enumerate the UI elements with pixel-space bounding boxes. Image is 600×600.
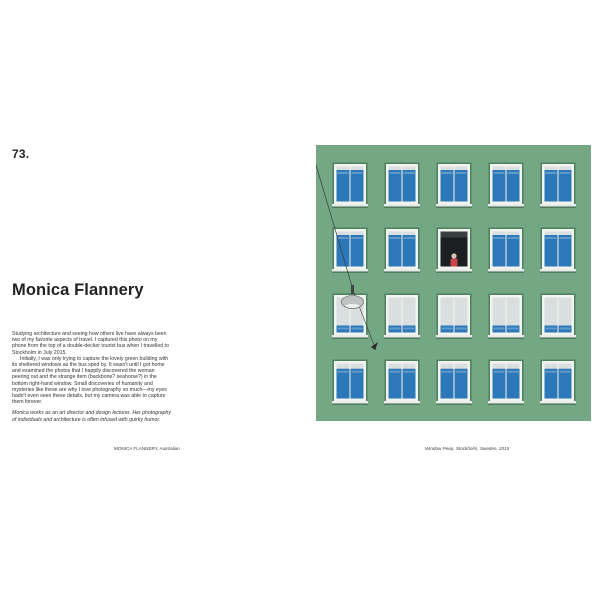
glass-reflection (338, 237, 349, 239)
window-glass (337, 232, 350, 267)
window-mullion (506, 167, 507, 202)
story-text (12, 331, 172, 423)
story-paragraph-1: Studying architecture and seeing how others live have always been two of my favorite aspects of travel. I captured this photo on my phone from the top of a double-decker tourist bus when I travelled to Stockholm in July 2015. (12, 331, 169, 356)
window-mullion (558, 298, 559, 333)
window-glass (351, 232, 364, 267)
sill-shadow (436, 338, 472, 339)
window-blind (559, 364, 572, 369)
lamp-stem (351, 285, 354, 294)
window-blind (441, 167, 454, 171)
window-blind (403, 298, 416, 326)
glass-reflection (546, 328, 557, 330)
window-sill (384, 204, 420, 207)
window-sill (540, 335, 576, 338)
bio-note: Monica works as an art director and design lecturer. Her photography of individuals and architecture is often infused with quirky humor. (12, 410, 171, 423)
sill-shadow (384, 272, 420, 273)
window-blind (389, 298, 402, 326)
glass-reflection (390, 328, 401, 330)
sill-shadow (488, 338, 524, 339)
glass-reflection (560, 328, 571, 330)
sill-shadow (436, 272, 472, 273)
glass-reflection (338, 371, 349, 373)
window-sill (436, 269, 472, 272)
window-sill (436, 204, 472, 207)
glass-reflection (390, 172, 401, 174)
sill-shadow (540, 404, 576, 405)
window-blind (337, 232, 350, 236)
window-blind (545, 167, 558, 171)
window-sill (332, 204, 368, 207)
window-glass (337, 167, 350, 202)
window-mullion (350, 167, 351, 202)
window-mullion (454, 167, 455, 202)
window-sill (488, 401, 524, 404)
glass-reflection (546, 371, 557, 373)
glass-reflection (442, 371, 453, 373)
woman-top (451, 259, 458, 267)
sill-shadow (540, 272, 576, 273)
glass-reflection (442, 172, 453, 174)
window-glass (403, 232, 416, 267)
window-blind (493, 232, 506, 236)
sill-shadow (332, 272, 368, 273)
glass-reflection (560, 172, 571, 174)
window-glass (493, 232, 506, 267)
glass-reflection (546, 172, 557, 174)
glass-reflection (546, 237, 557, 239)
sill-shadow (384, 338, 420, 339)
window-blind (389, 232, 402, 236)
window-sill (384, 269, 420, 272)
story-paragraph-2: Initially, I was only trying to capture the lovely green building with its sheltered windows as the bus sped by. It wasn't until I got home and examined the photos that I happily discovered the woman peering out and the strange item (backbone? seahorse?) in the bottom right-hand window. Small discoveries of humanity and mysteries like these are why I love photography so much—my eyes hadn't even seen these details, but my camera was able to capture them forever. (12, 355, 169, 406)
window-glass (389, 232, 402, 267)
window-sill (332, 269, 368, 272)
glass-reflection (494, 328, 505, 330)
page-number: 73. (12, 147, 30, 161)
sill-shadow (332, 338, 368, 339)
photo-caption: Window Peep, Stockholm, Sweden, 2015 (425, 446, 510, 451)
window-blind (441, 364, 454, 369)
sill-shadow (384, 404, 420, 405)
sill-shadow (384, 207, 420, 208)
window-blind (389, 364, 402, 369)
glass-reflection (508, 237, 519, 239)
glass-reflection (338, 328, 349, 330)
glass-reflection (560, 237, 571, 239)
window-blind (337, 364, 350, 369)
window-sill (488, 204, 524, 207)
window-sill (540, 401, 576, 404)
window-sill (384, 335, 420, 338)
window-blind (351, 232, 364, 236)
window-blind (351, 167, 364, 171)
sill-shadow (540, 207, 576, 208)
window-glass (545, 167, 558, 202)
window-glass (559, 232, 572, 267)
glass-reflection (456, 371, 467, 373)
window-glass (493, 167, 506, 202)
window-glass (559, 167, 572, 202)
window-blind (455, 364, 468, 369)
glass-reflection (352, 328, 363, 330)
window-blind (507, 364, 520, 369)
glass-reflection (508, 371, 519, 373)
window-glass (403, 167, 416, 202)
window-blind (507, 298, 520, 326)
window-blind (559, 167, 572, 171)
glass-reflection (404, 328, 415, 330)
glass-reflection (404, 172, 415, 174)
window-mullion (506, 232, 507, 267)
glass-reflection (390, 237, 401, 239)
window-sill (436, 401, 472, 404)
window-blind (351, 364, 364, 369)
window-sill (540, 269, 576, 272)
window-blind (389, 167, 402, 171)
sill-shadow (436, 404, 472, 405)
window-blind (403, 232, 416, 236)
window-blind (337, 167, 350, 171)
glass-reflection (338, 172, 349, 174)
window-blind (493, 364, 506, 369)
window-blind (545, 364, 558, 369)
window-glass (455, 167, 468, 202)
building-photo (316, 145, 591, 421)
glass-reflection (404, 371, 415, 373)
lamp-glow (346, 304, 360, 308)
sill-shadow (540, 338, 576, 339)
glass-reflection (404, 237, 415, 239)
window-mullion (558, 232, 559, 267)
window-glass (351, 167, 364, 202)
window-glass (507, 232, 520, 267)
glass-reflection (494, 371, 505, 373)
window-sill (540, 204, 576, 207)
window-blind (559, 232, 572, 236)
window-blind (455, 167, 468, 171)
sill-shadow (332, 404, 368, 405)
glass-reflection (352, 237, 363, 239)
sill-shadow (488, 404, 524, 405)
window-mullion (454, 298, 455, 333)
photographer-credit: MONICA FLANNERY, Australian (114, 446, 180, 451)
photographer-name: Monica Flannery (12, 281, 144, 299)
window-blind (493, 298, 506, 326)
window-glass (545, 232, 558, 267)
window-blind (545, 298, 558, 326)
woman-head (451, 253, 456, 258)
window-mullion (506, 298, 507, 333)
glass-reflection (456, 328, 467, 330)
window-mullion (402, 298, 403, 333)
window-top-shadow (441, 232, 468, 238)
window-blind (507, 232, 520, 236)
sill-shadow (488, 272, 524, 273)
window-mullion (558, 167, 559, 202)
glass-reflection (508, 328, 519, 330)
window-blind (455, 298, 468, 326)
window-sill (332, 401, 368, 404)
sill-shadow (488, 207, 524, 208)
window-mullion (350, 364, 351, 399)
window-mullion (402, 364, 403, 399)
window-sill (488, 269, 524, 272)
window-mullion (350, 232, 351, 267)
glass-reflection (494, 172, 505, 174)
window-blind (441, 298, 454, 326)
window-sill (436, 335, 472, 338)
glass-reflection (560, 371, 571, 373)
window-sill (332, 335, 368, 338)
window-blind (493, 167, 506, 171)
window-glass (507, 167, 520, 202)
glass-reflection (494, 237, 505, 239)
sill-shadow (332, 207, 368, 208)
window-blind (545, 232, 558, 236)
glass-reflection (456, 172, 467, 174)
window-glass (389, 167, 402, 202)
window-sill (488, 335, 524, 338)
window-mullion (506, 364, 507, 399)
window-mullion (402, 167, 403, 202)
glass-reflection (352, 172, 363, 174)
window-mullion (454, 364, 455, 399)
window-sill (384, 401, 420, 404)
window-mullion (402, 232, 403, 267)
window-blind (403, 167, 416, 171)
sill-shadow (436, 207, 472, 208)
window-blind (403, 364, 416, 369)
window-blind (559, 298, 572, 326)
glass-reflection (352, 371, 363, 373)
glass-reflection (442, 328, 453, 330)
window-blind (507, 167, 520, 171)
window-mullion (558, 364, 559, 399)
glass-reflection (508, 172, 519, 174)
glass-reflection (390, 371, 401, 373)
window-glass (441, 167, 454, 202)
